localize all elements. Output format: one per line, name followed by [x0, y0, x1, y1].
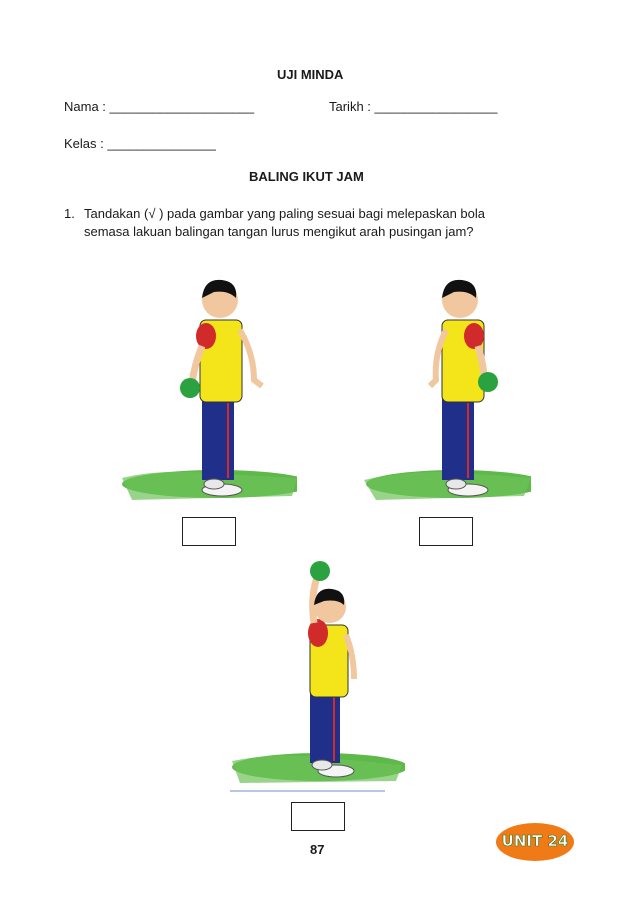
bowler-illustration-a	[122, 268, 297, 518]
page-number: 87	[310, 842, 325, 857]
answer-box-a[interactable]	[182, 517, 236, 546]
question-line-1: Tandakan (√ ) pada gambar yang paling sesuai bagi melepaskan bola	[84, 206, 486, 221]
figure-ball-low-behind	[356, 268, 531, 518]
worksheet-title: UJI MINDA	[277, 67, 344, 82]
date-field: Tarikh : _________________	[329, 99, 498, 114]
figure-ball-low-front	[122, 268, 297, 518]
question-number: 1.	[64, 206, 75, 221]
bowler-illustration-c	[230, 555, 405, 795]
bowler-illustration-b	[356, 268, 531, 518]
name-field: Nama : ____________________	[64, 99, 255, 114]
figure-ball-overhead	[230, 555, 405, 795]
question-line-2: semasa lakuan balingan tangan lurus mengikut arah pusingan jam?	[84, 224, 474, 239]
answer-box-c[interactable]	[291, 802, 345, 831]
unit-badge-label: UNIT 24	[501, 832, 569, 850]
section-title: BALING IKUT JAM	[249, 169, 364, 184]
answer-box-b[interactable]	[419, 517, 473, 546]
class-field: Kelas : _______________	[64, 136, 216, 151]
unit-badge	[495, 822, 575, 867]
